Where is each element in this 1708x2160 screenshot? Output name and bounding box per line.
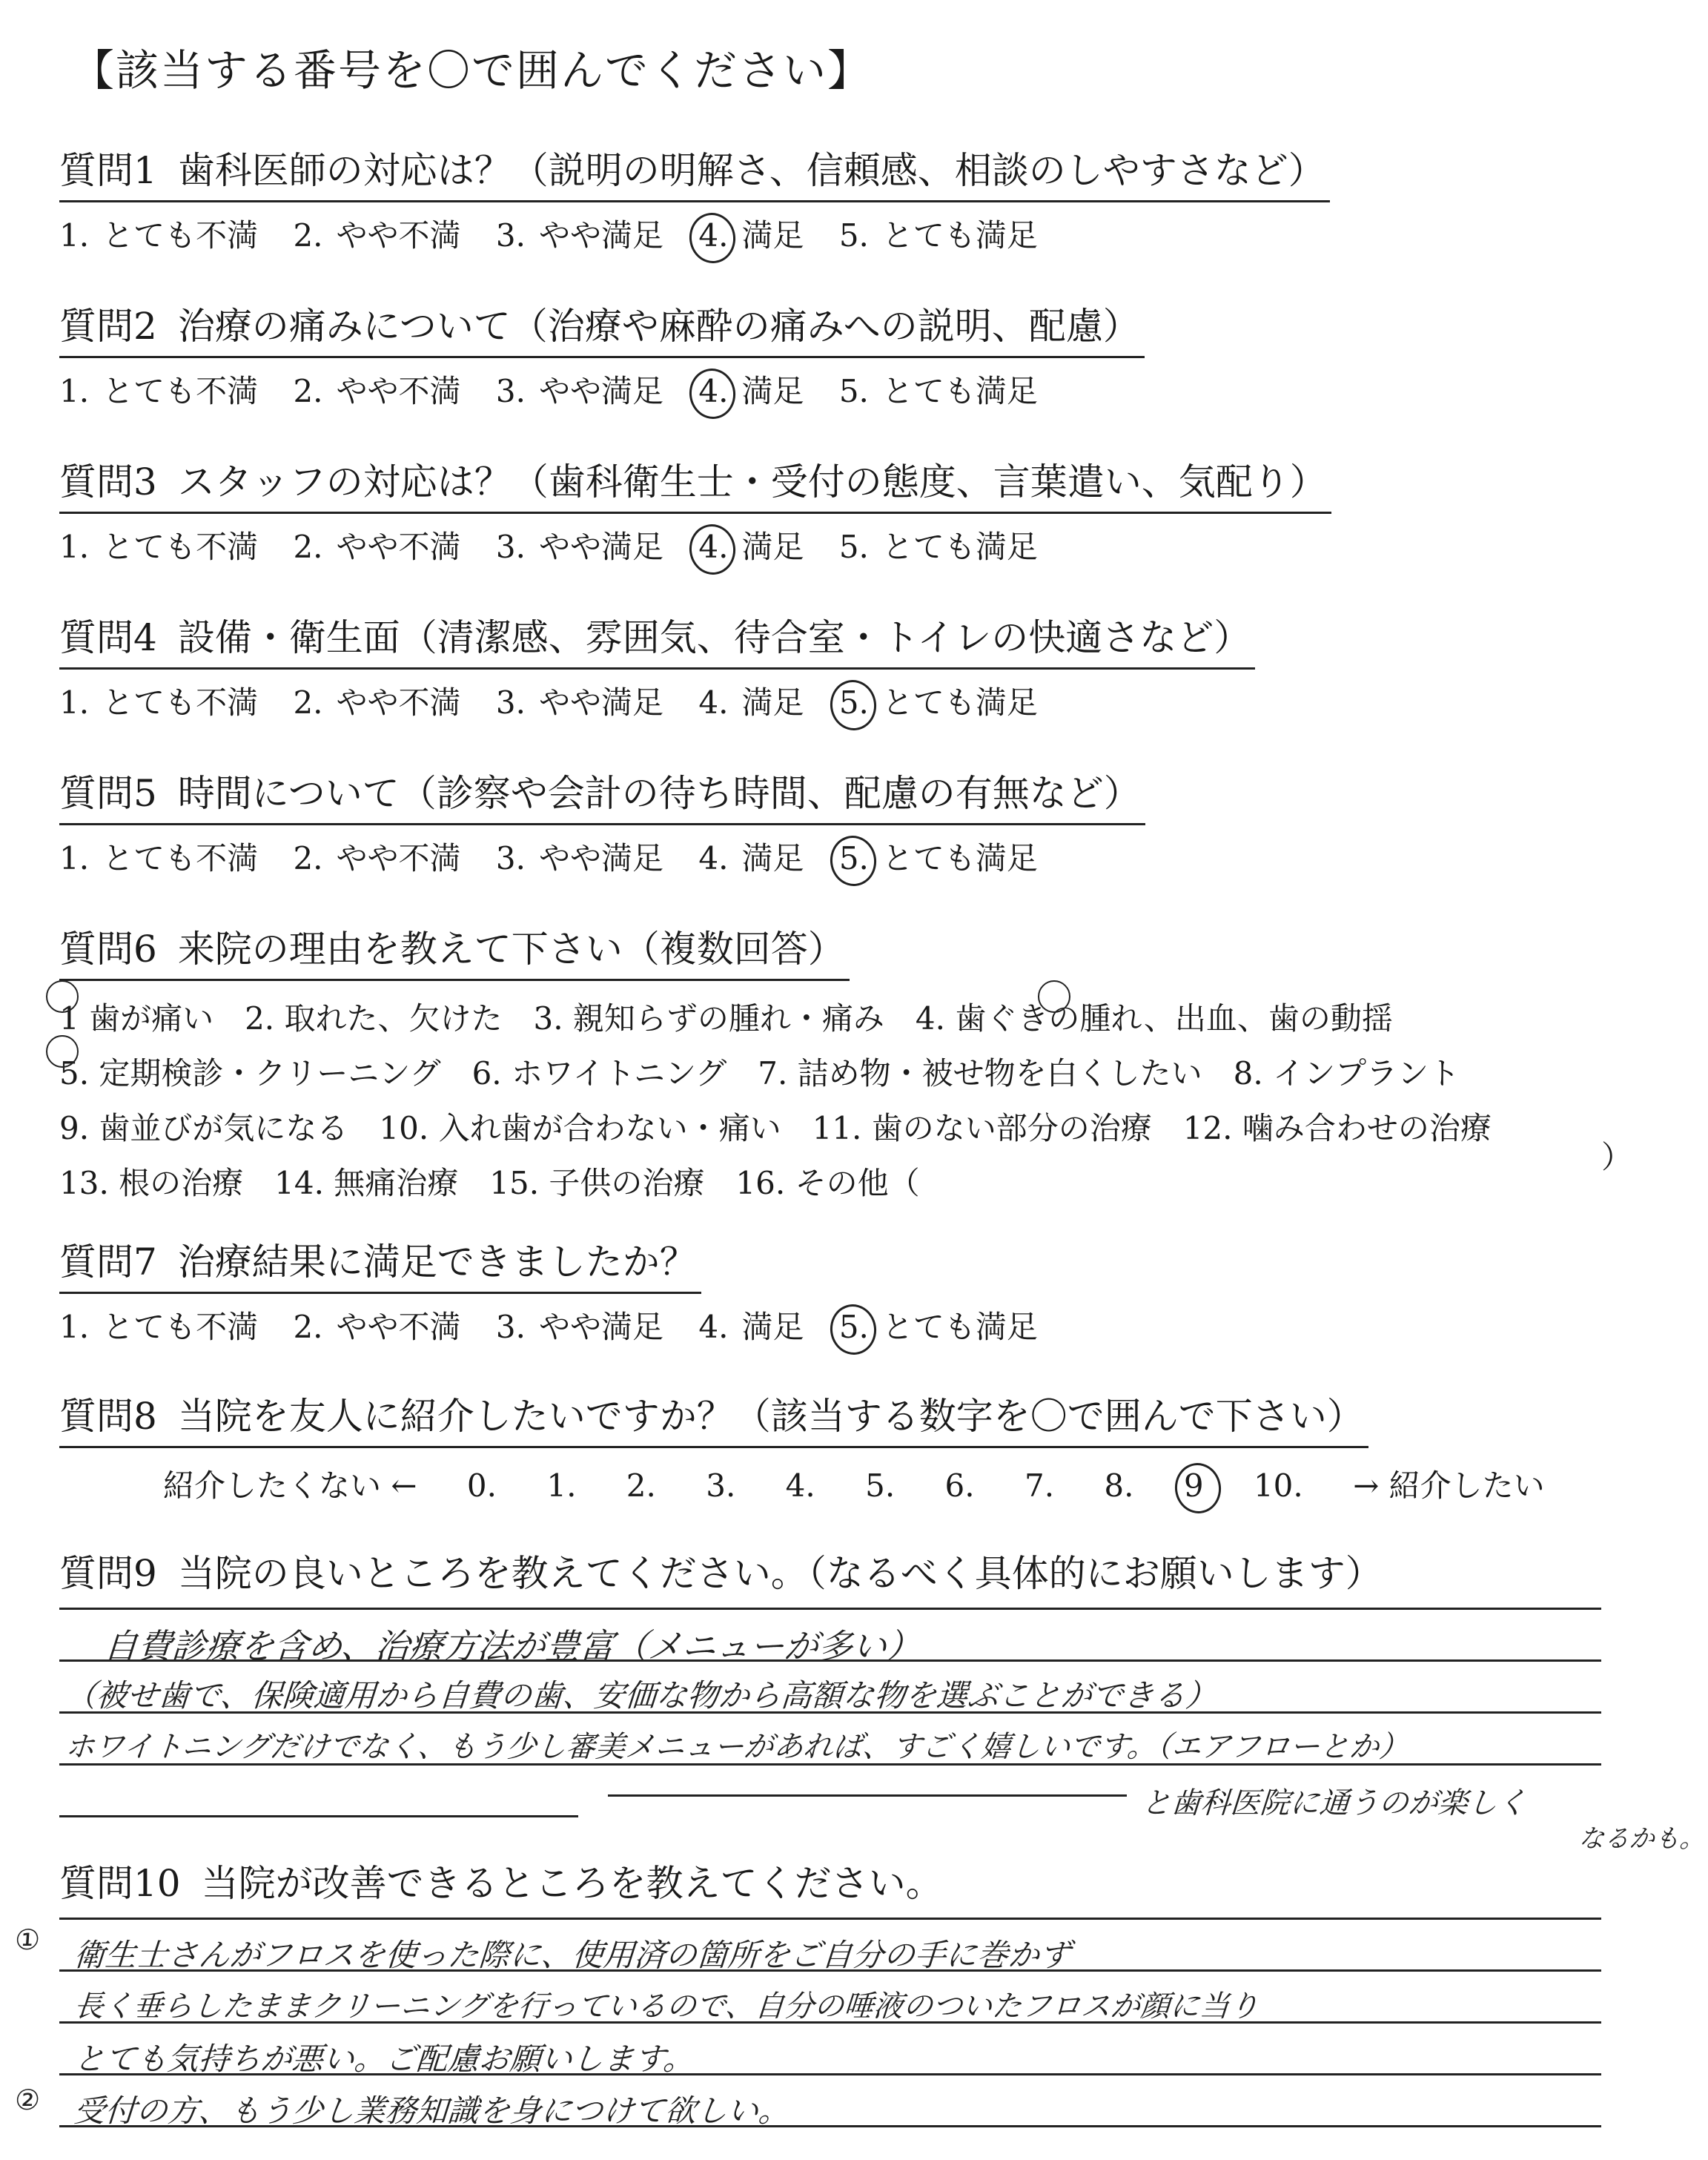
question-number: 質問6	[59, 928, 157, 971]
selection-circle-reason-5	[46, 1035, 79, 1068]
option-2[interactable]: 2. やや不満	[293, 529, 461, 565]
question-number: 質問10	[59, 1862, 181, 1905]
reason-options	[59, 991, 1492, 1211]
answer-options	[59, 523, 1331, 567]
selection-circle: 4.	[698, 373, 729, 409]
selection-circle-reason-1	[46, 980, 79, 1013]
option-4[interactable]: 4. 満足	[698, 840, 804, 876]
question-2-heading	[59, 297, 1145, 358]
option-2[interactable]: 2. やや不満	[293, 1309, 461, 1345]
handwritten-answer-line-1: 自費診療を含め、治療方法が豊富（メニューが多い）	[102, 1626, 922, 1666]
option-4-selected[interactable]: 4. 満足	[698, 373, 804, 409]
question-text: 当院を友人に紹介したいですか？（該当する数字を〇で囲んで下さい）	[177, 1395, 1364, 1438]
scale-5[interactable]: 5.	[865, 1467, 896, 1504]
question-number: 質問9	[59, 1552, 157, 1595]
question-text: 歯科医師の対応は？（説明の明解さ、信頼感、相談のしやすさなど）	[177, 149, 1325, 192]
option-3[interactable]: 3. やや満足	[495, 217, 663, 254]
option-5-selected[interactable]: 5. とても満足	[838, 1309, 1038, 1345]
option-1[interactable]: 1. とても不満	[59, 684, 259, 721]
option-1[interactable]: 1. とても不満	[59, 840, 259, 876]
option-2[interactable]: 2. やや不満	[293, 217, 461, 254]
scale-3[interactable]: 3.	[706, 1467, 736, 1504]
question-7	[59, 1232, 1063, 1347]
scale-8[interactable]: 8.	[1104, 1467, 1134, 1504]
reason-row-4[interactable]: 13. 根の治療 14. 無痛治療 15. 子供の治療 16. その他（	[59, 1165, 920, 1201]
option-2[interactable]: 2. やや不満	[293, 684, 461, 721]
option-5-selected[interactable]: 5. とても満足	[838, 684, 1038, 721]
question-number: 質問7	[59, 1241, 157, 1284]
option-5[interactable]: 5. とても満足	[838, 529, 1038, 565]
question-2	[59, 297, 1145, 412]
scale-10[interactable]: 10.	[1253, 1467, 1303, 1504]
question-1-heading	[59, 141, 1330, 202]
answer-line	[59, 1815, 578, 1817]
answer-line	[59, 1608, 1601, 1610]
option-5[interactable]: 5. とても満足	[838, 217, 1038, 254]
option-4-selected[interactable]: 4. 満足	[698, 529, 804, 565]
reason-row-1[interactable]: 1 歯が痛い 2. 取れた、欠けた 3. 親知らずの腫れ・痛み 4. 歯ぐきの腫れ、出血、歯の動揺	[59, 1000, 1393, 1037]
question-8	[59, 1387, 1585, 1506]
reason-row-3[interactable]: 9. 歯並びが気になる 10. 入れ歯が合わない・痛い 11. 歯のない部分の治療 12. 噛み合わせの治療	[59, 1110, 1492, 1146]
page-title: 【該当する番号を〇で囲んでください】	[71, 45, 873, 96]
question-4	[59, 608, 1255, 723]
scale-2[interactable]: 2.	[626, 1467, 656, 1504]
handwritten-answer-line-2: （被せ歯で、保険適用から自費の歯、安価な物から高額な物を選ぶことができる）	[64, 1677, 1218, 1714]
handwritten-answer-line-2: 長く垂らしたままクリーニングを行っているので、自分の唾液のついたフロスが顔に当り	[73, 1989, 1260, 2024]
option-3[interactable]: 3. やや満足	[495, 1309, 663, 1345]
question-4-heading	[59, 608, 1255, 670]
question-text: 治療の痛みについて（治療や麻酔の痛みへの説明、配慮）	[177, 305, 1140, 348]
selection-circle-reason-4	[1038, 980, 1070, 1013]
question-text: 来院の理由を教えて下さい（複数回答）	[177, 928, 845, 971]
scale-1[interactable]: 1.	[546, 1467, 577, 1504]
scale-9-selected[interactable]: 9	[1183, 1467, 1204, 1504]
question-number: 質問4	[59, 616, 157, 659]
scale-0[interactable]: 0.	[466, 1467, 497, 1504]
selection-circle: 5.	[838, 684, 869, 721]
option-3[interactable]: 3. やや満足	[495, 840, 663, 876]
handwritten-answer-line-4: と歯科医院に通うのが楽しく	[1140, 1786, 1529, 1820]
option-4-selected[interactable]: 4. 満足	[698, 217, 804, 254]
question-3	[59, 452, 1331, 567]
answer-marker-2: ②	[13, 2084, 42, 2116]
question-9-heading	[59, 1544, 1387, 1603]
scale-7[interactable]: 7.	[1024, 1467, 1055, 1504]
option-2[interactable]: 2. やや不満	[293, 373, 461, 409]
option-5-selected[interactable]: 5. とても満足	[838, 840, 1038, 876]
question-number: 質問5	[59, 772, 157, 815]
question-7-heading	[59, 1232, 701, 1294]
option-3[interactable]: 3. やや満足	[495, 529, 663, 565]
reason-row-2[interactable]: 5. 定期検診・クリーニング 6. ホワイトニング 7. 詰め物・被せ物を白くしたい 8. インプラント	[59, 1055, 1460, 1091]
question-9	[59, 1544, 1387, 1603]
answer-options	[59, 211, 1330, 256]
scale-left-label: 紹介したくない ←	[163, 1467, 417, 1504]
scale-4[interactable]: 4.	[785, 1467, 815, 1504]
question-10-heading	[59, 1854, 947, 1913]
question-text: 治療結果に満足できましたか？	[177, 1241, 697, 1284]
question-text: 設備・衛生面（清潔感、雰囲気、待合室・トイレの快適さなど）	[177, 616, 1251, 659]
option-1[interactable]: 1. とても不満	[59, 1309, 259, 1345]
selection-circle: 4.	[698, 529, 729, 565]
question-number: 質問1	[59, 149, 157, 192]
option-4[interactable]: 4. 満足	[698, 1309, 804, 1345]
answer-options	[59, 367, 1145, 412]
selection-circle: 5.	[838, 1309, 869, 1345]
option-1[interactable]: 1. とても不満	[59, 373, 259, 409]
recommend-scale	[163, 1462, 1585, 1506]
question-number: 質問8	[59, 1395, 157, 1438]
scale-right-label: → 紹介したい	[1353, 1467, 1545, 1504]
handwritten-answer-line-3: とても気持ちが悪い。ご配慮お願いします。	[73, 2041, 696, 2077]
question-6	[59, 919, 1492, 1211]
option-5[interactable]: 5. とても満足	[838, 373, 1038, 409]
option-2[interactable]: 2. やや不満	[293, 840, 461, 876]
handwritten-answer-line-1: 衛生士さんがフロスを使った際に、使用済の箇所をご自分の手に巻かず	[73, 1937, 1072, 1973]
question-1	[59, 141, 1330, 256]
other-close-paren: ）	[1601, 1139, 1633, 1175]
handwritten-answer-line-4: 受付の方、もう少し業務知識を身につけて欲しい。	[73, 2093, 791, 2129]
question-number: 質問3	[59, 460, 157, 503]
option-4[interactable]: 4. 満足	[698, 684, 804, 721]
answer-marker-1: ①	[13, 1923, 42, 1956]
handwritten-answer-line-3: ホワイトニングだけでなく、もう少し審美メニューがあれば、すごく嬉しいです。（エアフローとか）	[64, 1730, 1410, 1764]
question-text: 当院が改善できるところを教えてください。	[201, 1862, 943, 1905]
handwritten-answer-line-5: なるかも。	[1578, 1824, 1707, 1854]
selection-circle: 4.	[698, 217, 729, 254]
answer-line	[608, 1794, 1127, 1797]
answer-options	[59, 678, 1255, 723]
option-1[interactable]: 1. とても不満	[59, 529, 259, 565]
question-5	[59, 764, 1145, 879]
question-3-heading	[59, 452, 1331, 514]
option-1[interactable]: 1. とても不満	[59, 217, 259, 254]
question-text: 当院の良いところを教えてください。（なるべく具体的にお願いします）	[177, 1552, 1383, 1595]
question-text: スタッフの対応は？（歯科衛生士・受付の態度、言葉遣い、気配り）	[177, 460, 1327, 503]
answer-options	[59, 1303, 1063, 1347]
answer-line	[59, 1918, 1601, 1920]
question-8-heading	[59, 1387, 1368, 1448]
question-text: 時間について（診察や会計の待ち時間、配慮の有無など）	[177, 772, 1141, 815]
question-10	[59, 1854, 947, 1913]
question-number: 質問2	[59, 305, 157, 348]
option-3[interactable]: 3. やや満足	[495, 373, 663, 409]
question-5-heading	[59, 764, 1145, 825]
scale-6[interactable]: 6.	[944, 1467, 975, 1504]
answer-options	[59, 834, 1145, 879]
selection-circle: 5.	[838, 840, 869, 876]
option-3[interactable]: 3. やや満足	[495, 684, 663, 721]
question-6-heading	[59, 919, 850, 981]
